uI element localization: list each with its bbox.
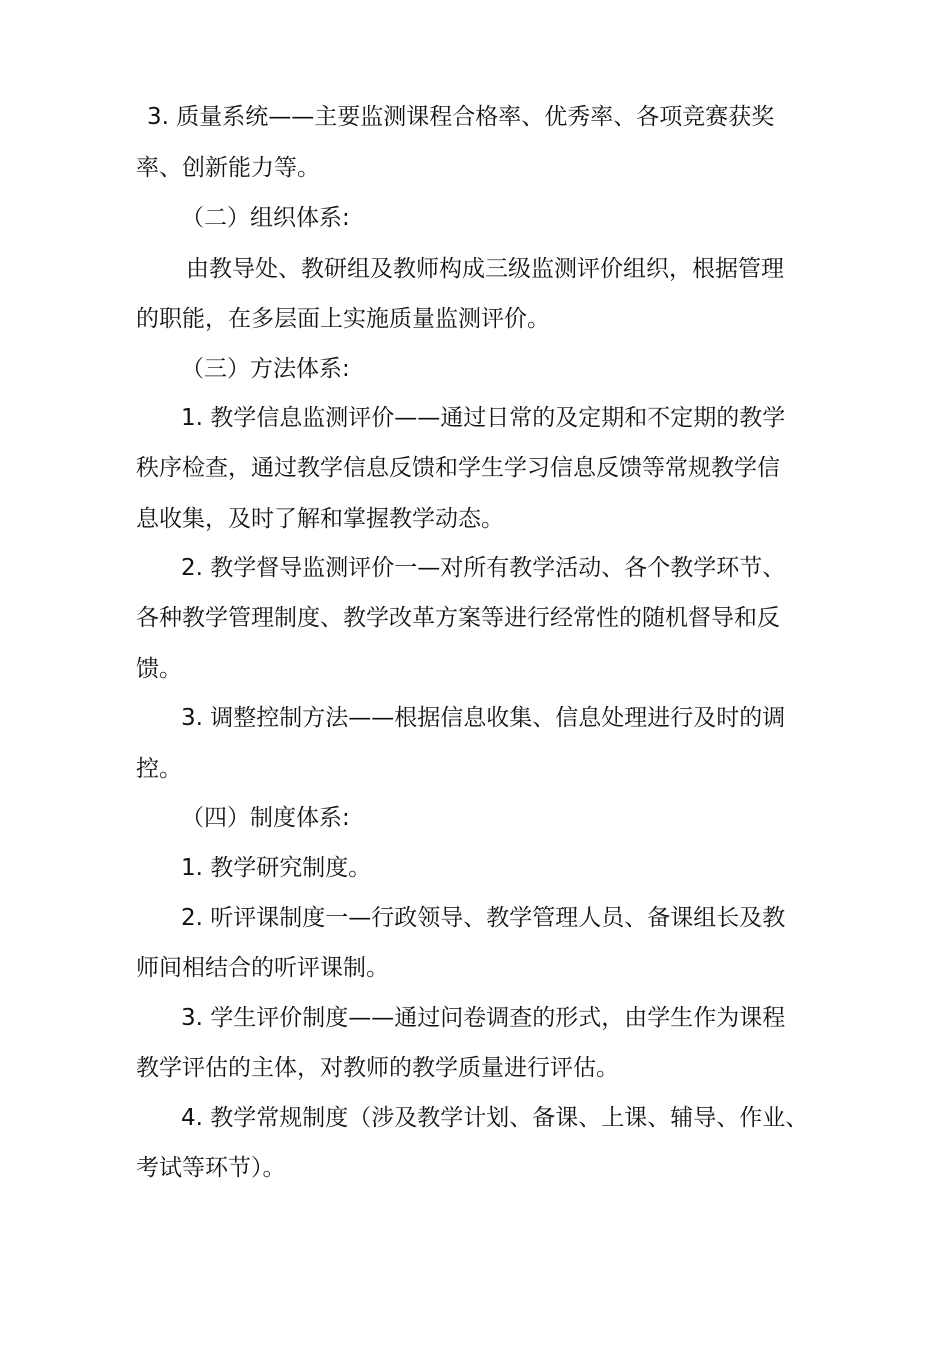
text-line: 1. 教学研究制度。	[181, 855, 372, 881]
text-line: 师间相结合的听评课制。	[136, 955, 389, 981]
text-line: 馈。	[136, 656, 182, 682]
text-line: 3. 调整控制方法——根据信息收集、信息处理进行及时的调	[181, 705, 786, 731]
text-line: 教学评估的主体，对教师的教学质量进行评估。	[136, 1055, 619, 1081]
text-line: 1. 教学信息监测评价——通过日常的及定期和不定期的教学	[181, 405, 786, 431]
text-line: 息收集，及时了解和掌握教学动态。	[136, 506, 504, 532]
text-line: 3. 质量系统——主要监测课程合格率、优秀率、各项竞赛获奖	[147, 104, 775, 130]
section-heading: （二）组织体系:	[181, 205, 350, 231]
text-line: 率、创新能力等。	[136, 155, 320, 181]
text-line: 2. 教学督导监测评价一—对所有教学活动、各个教学环节、	[181, 555, 786, 581]
text-line: 秩序检查，通过教学信息反馈和学生学习信息反馈等常规教学信	[136, 455, 780, 481]
text-line: 由教导处、教研组及教师构成三级监测评价组织，根据管理	[186, 256, 784, 282]
text-line: 考试等环节）。	[136, 1155, 286, 1181]
section-heading: （三）方法体系:	[181, 356, 350, 382]
text-line: 3. 学生评价制度——通过问卷调查的形式，由学生作为课程	[181, 1005, 786, 1031]
section-heading: （四）制度体系:	[181, 805, 350, 831]
text-line: 的职能，在多层面上实施质量监测评价。	[136, 306, 550, 332]
text-line: 2. 听评课制度一—行政领导、教学管理人员、备课组长及教	[181, 905, 786, 931]
text-line: 各种教学管理制度、教学改革方案等进行经常性的随机督导和反	[136, 605, 780, 631]
text-line: 4. 教学常规制度（涉及教学计划、备课、上课、辅导、作业、	[181, 1105, 809, 1131]
text-line: 控。	[136, 756, 182, 782]
